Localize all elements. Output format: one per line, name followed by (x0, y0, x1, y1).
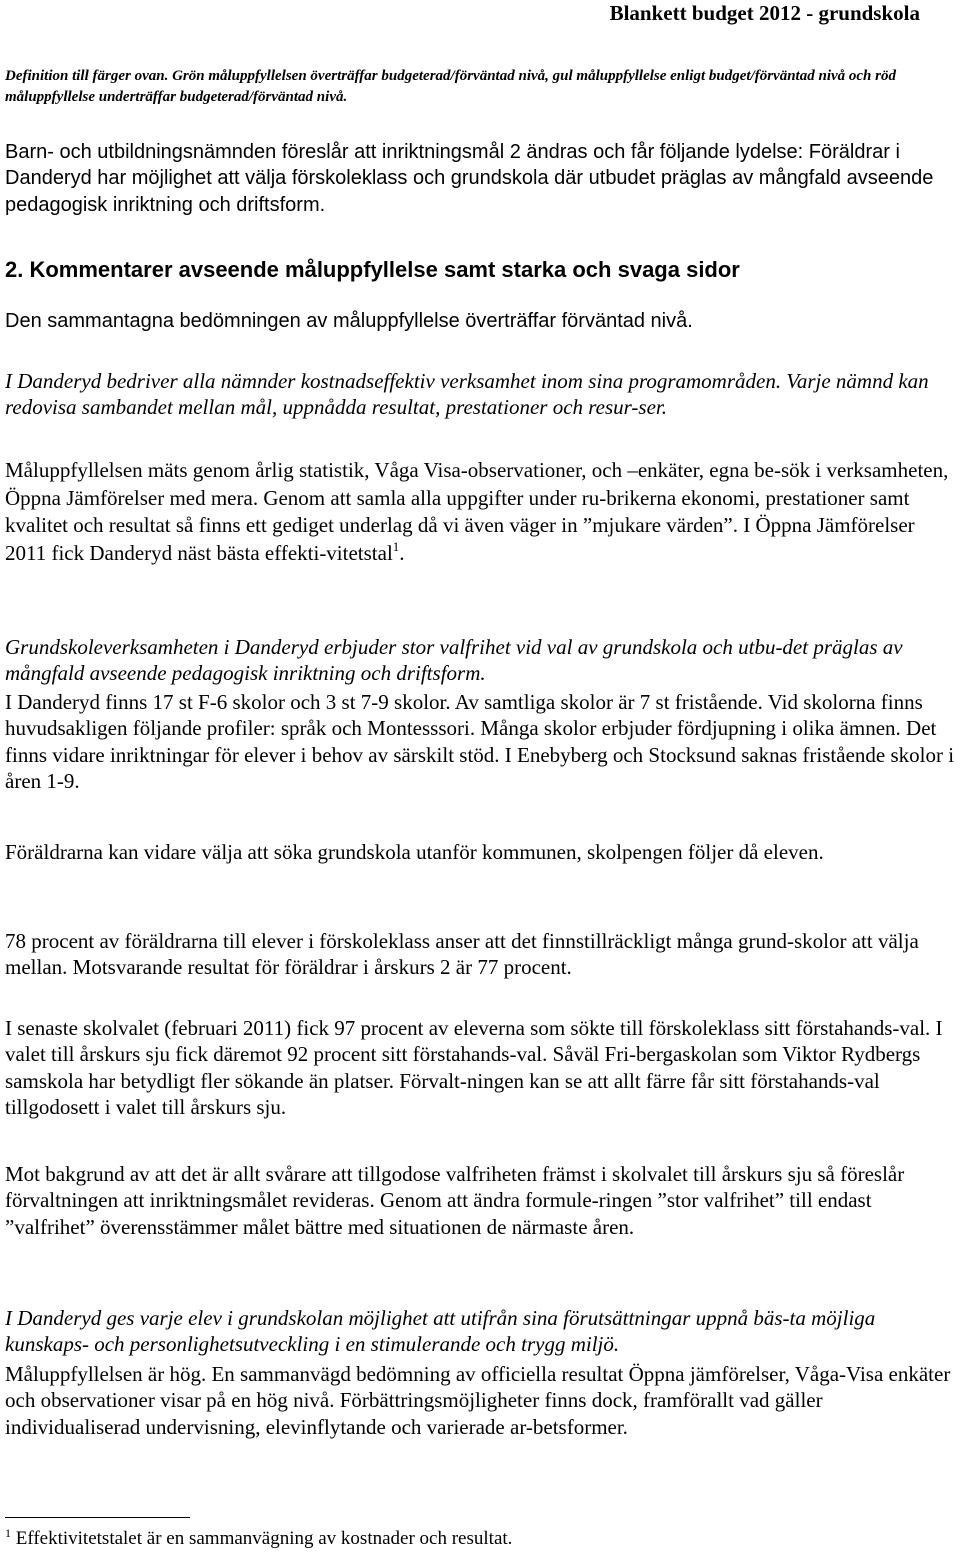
revision-proposal-paragraph: Mot bakgrund av att det är allt svårare att tillgodose valfriheten främst i skolvalet till årskurs sju så föreslår förvaltningen att inriktningsmålet revideras. Genom att ändra formule-ringen ”stor valfrihet” till endast ”valfrihet” överensstämmer målet bättre med situationen de närmaste åren. (5, 1162, 905, 1239)
color-definition-note: Definition till färger ovan. Grön måluppfyllelsen överträffar budgeterad/förväntad nivå, gul måluppfyllelse enligt budget/förväntad nivå och röd måluppfyllelse underträffar budgeterad/förväntad nivå. (5, 68, 896, 105)
schools-paragraph: I Danderyd finns 17 st F-6 skolor och 3 st 7-9 skolor. Av samtliga skolor är 7 st fristående. Vid skolorna finns huvudsakligen följande profiler: språk och Montesssori. Många skolor erbjuder fördjupning i olika ämnen. Det finns vidare inriktningar för elever i behov av särskilt stöd. I Enebyberg och Stocksund saknas fristående skolor i åren 1-9. (5, 690, 955, 793)
section-heading: 2. Kommentarer avseende måluppfyllelse samt starka och svaga sidor (5, 257, 740, 282)
knowledge-goal-statement: I Danderyd ges varje elev i grundskolan möjlighet att utifrån sina förutsättningar uppnå bäs-ta möjliga kunskaps- och personlighetsutveckling i en stimulerande och trygg miljö. (5, 1306, 876, 1357)
document-header-title: Blankett budget 2012 - grundskola (609, 1, 920, 25)
measurement-text-end: . (399, 540, 405, 565)
measurement-paragraph (5, 457, 955, 569)
measurement-text: Måluppfyllelsen mäts genom årlig statistik, Våga Visa-observationer, och –enkäter, egna be-sök i verksamheten, Öppna Jämförelser med mera. Genom att samla alla uppgifter under ru-brikerna ekonomi, prestationer samt kvalitet och resultat så finns ett gediget underlag då vi även väger in ”mjukare värden”. I Öppna Jämförelser 2011 fick Danderyd näst bästa effekti-vitetstal (5, 458, 949, 565)
outside-municipality-paragraph: Föräldrarna kan vidare välja att söka grundskola utanför kommunen, skolpengen följer då eleven. (5, 840, 824, 864)
goal-assessment-paragraph: Måluppfyllelsen är hög. En sammanvägd bedömning av officiella resultat Öppna jämförelser, Våga-Visa enkäter och observationer visar på en hög nivå. Förbättringsmöjligheter finns dock, framförallt vad gäller individualiserad undervisning, elevinflytande och varierade ar-betsformer. (5, 1362, 951, 1439)
footnote-text: Effektivitetstalet är en sammanvägning av kostnader och resultat. (15, 1528, 513, 1549)
footnote-reference: 1 (392, 538, 400, 554)
summary-paragraph: Den sammantagna bedömningen av måluppfyllelse överträffar förväntad nivå. (5, 310, 693, 332)
school-choice-paragraph: I senaste skolvalet (februari 2011) fick 97 procent av eleverna som sökte till förskoleklass sitt förstahands-val. I valet till årskurs sju fick däremot 92 procent sitt förstahands-val. Såväl Fri-bergaskolan som Viktor Rydbergs samskola har betydligt fler sökande än platser. Förvalt-ningen kan se att allt färre får sitt förstahands-val tillgodosett i valet till årskurs sju. (5, 1016, 943, 1119)
footnote (5, 1527, 955, 1552)
cost-effective-goal-paragraph: I Danderyd bedriver alla nämnder kostnadseffektiv verksamhet inom sina programområden. Varje nämnd kan redovisa sambandet mellan mål, uppnådda resultat, prestationer och resur-ser. (5, 369, 929, 420)
footnote-separator (5, 1517, 190, 1518)
parent-survey-paragraph: 78 procent av föräldrarna till elever i förskoleklass anser att det finnstillräckligt många grund-skolor att välja mellan. Motsvarande resultat för föräldrar i årskurs 2 är 77 procent. (5, 929, 919, 980)
footnote-number: 1 (5, 1526, 11, 1540)
grundskola-goal-statement: Grundskoleverksamheten i Danderyd erbjuder stor valfrihet vid val av grundskola och utbu-det präglas av mångfald avseende pedagogisk inriktning och driftsform. (5, 635, 903, 686)
intro-paragraph: Barn- och utbildningsnämnden föreslår att inriktningsmål 2 ändras och får följande lydelse: Föräldrar i Danderyd har möjlighet att välja förskoleklass och grundskola där utbudet präglas av mångfald avseende pedagogisk inriktning och driftsform. (5, 141, 934, 216)
